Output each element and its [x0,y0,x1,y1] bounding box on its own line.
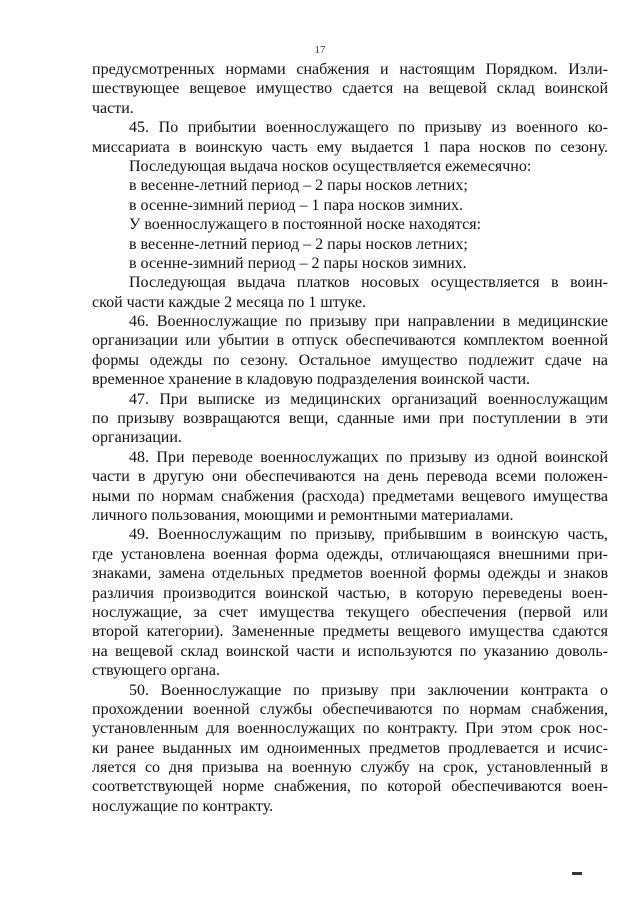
document-body [92,60,608,816]
text-line: в весенне-летний период – 2 пары носков летних; [129,235,468,253]
text-line: соответствующей норме снабжения, по которой обеспечиваются воен- [92,778,608,796]
text-line: нослужащие, за счет имущества текущего обеспечения (первой или [92,603,608,621]
scan-mark [572,872,582,875]
text-line: части в другую они обеспечиваются на день перевода всеми положен- [92,468,608,486]
text-line: предусмотренных нормами снабжения и настоящим Порядком. Изли- [92,61,608,78]
text-line: формы одежды по сезону. Остальное имущество подлежит сдаче на [92,351,608,369]
text-line: организации. [92,429,182,447]
text-line: части. [92,99,134,117]
text-line: второй категории). Замененные предметы вещевого имущества сдаются [92,623,608,641]
text-line: ки ранее выданных им одноименных предметов продлевается и исчис- [92,739,608,757]
text-line: 47. При выписке из медицинских организаций военнослужащим [129,390,608,408]
page-number: 17 [314,44,326,56]
text-line: временное хранение в кладовую подразделения воинской части. [92,371,530,389]
text-line: по призыву возвращаются вещи, сданные ими при поступлении в эти [92,410,608,428]
text-line: 50. Военнослужащие по призыву при заключении контракта о [129,681,608,699]
text-line: в осенне-зимний период – 2 пары носков зимних. [129,254,467,272]
text-line: на вещевой склад воинской части и используются по указанию доволь- [92,642,608,660]
text-line: прохождении военной службы обеспечиваются по нормам снабжения, [92,700,608,718]
text-line: ствующего органа. [92,662,220,680]
text-line: нослужащие по контракту. [92,797,274,815]
text-line: где установлена военная форма одежды, отличающаяся внешними при- [92,545,608,563]
text-line: ляется со дня призыва на военную службу на срок, установленный в [92,759,608,777]
text-line: Последующая выдача платков носовых осуществляется в воин- [129,274,608,292]
text-line: в весенне-летний период – 2 пары носков летних; [129,177,468,195]
text-line: в осенне-зимний период – 1 пара носков зимних. [129,196,463,214]
text-line: У военнослужащего в постоянной носке находятся: [129,216,482,234]
text-line: Последующая выдача носков осуществляется ежемесячно: [129,157,532,175]
text-line: знаками, замена отдельных предметов военной формы одежды и знаков [92,565,608,583]
text-line: личного пользования, моющими и ремонтными материалами. [92,506,514,524]
text-line: установленным для военнослужащих по контракту. При этом срок нос- [92,720,608,738]
text-line: ской части каждые 2 месяца по 1 штуке. [92,293,366,311]
text-line: миссариата в воинскую часть ему выдается 1 пара носков по сезону. [92,138,608,156]
text-line: шествующее вещевое имущество сдается на вещевой склад воинской [92,80,608,98]
text-line: 48. При переводе военнослужащих по призыву из одной воинской [129,448,608,466]
text-line: 46. Военнослужащие по призыву при направлении в медицинские [129,313,608,331]
text-line: 45. По прибытии военнослужащего по призыву из военного ко- [129,119,608,137]
text-line: различия производится воинской частью, в которую переведены воен- [92,584,608,602]
text-line: организации или убытии в отпуск обеспечиваются комплектом военной [92,332,608,350]
text-line: 49. Военнослужащим по призыву, прибывшим в воинскую часть, [129,526,608,544]
text-line: ными по нормам снабжения (расхода) предметами вещевого имущества [92,487,608,505]
